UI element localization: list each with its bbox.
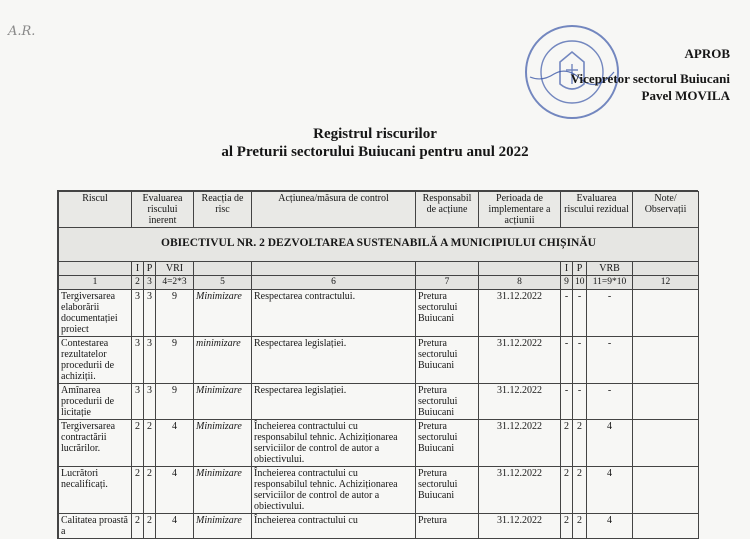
header-notes: Note/ Observații: [633, 192, 699, 228]
reaction-cell: Minimizare: [194, 290, 252, 337]
column-number: 2: [132, 276, 144, 290]
vrb-cell: -: [587, 384, 633, 420]
period-cell: 31.12.2022: [479, 514, 561, 539]
residual-i-cell: 2: [561, 467, 573, 514]
risk-rows: [59, 290, 699, 539]
column-number: 12: [633, 276, 699, 290]
responsible-cell: Pretura sectorului Buiucani: [416, 420, 479, 467]
responsible-cell: Pretura sectorului Buiucani: [416, 467, 479, 514]
column-numbers-row: [59, 276, 699, 290]
title-line-2: al Preturii sectorului Buiucani pentru anul 2022: [221, 144, 529, 160]
vri-cell: 9: [156, 384, 194, 420]
vrb-cell: 4: [587, 420, 633, 467]
header-action: Acțiunea/măsura de control: [252, 192, 416, 228]
inherent-p-cell: 2: [144, 420, 156, 467]
note-cell: [633, 290, 699, 337]
column-number: 1: [59, 276, 132, 290]
reaction-cell: Minimizare: [194, 420, 252, 467]
table-row: [59, 290, 699, 337]
inherent-p-cell: 2: [144, 514, 156, 539]
action-cell: Respectarea legislației.: [252, 384, 416, 420]
inherent-i-cell: 3: [132, 384, 144, 420]
residual-p-cell: -: [573, 290, 587, 337]
residual-i-cell: 2: [561, 514, 573, 539]
vri-cell: 4: [156, 420, 194, 467]
column-number: 11=9*10: [587, 276, 633, 290]
inherent-p-cell: 3: [144, 384, 156, 420]
title-line-1: Registrul riscurilor: [313, 126, 437, 142]
residual-i-cell: -: [561, 384, 573, 420]
inherent-i-cell: 3: [132, 290, 144, 337]
risk-register-table: [57, 190, 698, 539]
note-cell: [633, 337, 699, 384]
header-risk: Riscul: [59, 192, 132, 228]
period-cell: 31.12.2022: [479, 290, 561, 337]
residual-i-cell: 2: [561, 420, 573, 467]
inherent-i-cell: 3: [132, 337, 144, 384]
approval-block: [560, 45, 730, 104]
vri-cell: 4: [156, 467, 194, 514]
objective-row: OBIECTIVUL NR. 2 DEZVOLTAREA SUSTENABILĂ A MUNICIPIULUI CHIȘINĂU: [59, 228, 699, 262]
inherent-p-cell: 3: [144, 337, 156, 384]
note-cell: [633, 467, 699, 514]
residual-i-cell: -: [561, 337, 573, 384]
approval-name: Pavel MOVILA: [641, 88, 730, 103]
residual-p-cell: 2: [573, 420, 587, 467]
period-cell: 31.12.2022: [479, 420, 561, 467]
vri-cell: 9: [156, 290, 194, 337]
risk-cell: Lucrători necalificați.: [59, 467, 132, 514]
vri-cell: 4: [156, 514, 194, 539]
residual-p-cell: 2: [573, 514, 587, 539]
reaction-cell: Minimizare: [194, 384, 252, 420]
residual-i-cell: -: [561, 290, 573, 337]
table-row: [59, 420, 699, 467]
vrb-cell: 4: [587, 467, 633, 514]
sub-vrb: VRB: [587, 262, 633, 276]
header-inherent: Evaluarea riscului inerent: [132, 192, 194, 228]
sub-residual-i: I: [561, 262, 573, 276]
responsible-cell: Pretura sectorului Buiucani: [416, 290, 479, 337]
period-cell: 31.12.2022: [479, 384, 561, 420]
vrb-cell: 4: [587, 514, 633, 539]
vrb-cell: -: [587, 290, 633, 337]
risk-cell: Contestarea rezultatelor procedurii de achiziții.: [59, 337, 132, 384]
column-number: 10: [573, 276, 587, 290]
risk-cell: Tergiversarea contractării lucrărilor.: [59, 420, 132, 467]
column-number: 4=2*3: [156, 276, 194, 290]
inherent-i-cell: 2: [132, 420, 144, 467]
approval-label: APROB: [684, 46, 730, 61]
header-reaction: Reacția de risc: [194, 192, 252, 228]
responsible-cell: Pretura: [416, 514, 479, 539]
note-cell: [633, 384, 699, 420]
approval-role: Vicepretor sectorul Buiucani: [570, 71, 730, 86]
action-cell: Încheierea contractului cu responsabilul tehnic. Achiziționarea serviciilor de control de autor a obiectivului.: [252, 420, 416, 467]
risk-cell: Tergiversarea elaborării documentației proiect: [59, 290, 132, 337]
inherent-i-cell: 2: [132, 514, 144, 539]
vri-cell: 9: [156, 337, 194, 384]
action-cell: Încheierea contractului cu: [252, 514, 416, 539]
handwritten-note: A.R.: [8, 24, 36, 39]
table-row: [59, 467, 699, 514]
sub-p: P: [144, 262, 156, 276]
residual-p-cell: -: [573, 337, 587, 384]
inherent-p-cell: 3: [144, 290, 156, 337]
period-cell: 31.12.2022: [479, 467, 561, 514]
residual-p-cell: -: [573, 384, 587, 420]
table-row: [59, 514, 699, 539]
header-residual: Evaluarea riscului rezidual: [561, 192, 633, 228]
column-number: 5: [194, 276, 252, 290]
action-cell: Respectarea contractului.: [252, 290, 416, 337]
note-cell: [633, 514, 699, 539]
column-number: 8: [479, 276, 561, 290]
inherent-p-cell: 2: [144, 467, 156, 514]
table-row: [59, 384, 699, 420]
responsible-cell: Pretura sectorului Buiucani: [416, 337, 479, 384]
reaction-cell: Minimizare: [194, 514, 252, 539]
reaction-cell: minimizare: [194, 337, 252, 384]
inherent-i-cell: 2: [132, 467, 144, 514]
residual-p-cell: 2: [573, 467, 587, 514]
sub-i: I: [132, 262, 144, 276]
header-period: Perioada de implementare a acțiunii: [479, 192, 561, 228]
period-cell: 31.12.2022: [479, 337, 561, 384]
vrb-cell: -: [587, 337, 633, 384]
column-number: 7: [416, 276, 479, 290]
header-responsible: Responsabil de acțiune: [416, 192, 479, 228]
action-cell: Încheierea contractului cu responsabilul tehnic. Achiziționarea serviciilor de control de autor a obiectivului.: [252, 467, 416, 514]
column-number: 9: [561, 276, 573, 290]
risk-cell: Amînarea procedurii de licitație: [59, 384, 132, 420]
column-number: 6: [252, 276, 416, 290]
sub-residual-p: P: [573, 262, 587, 276]
risk-cell: Calitatea proastă a: [59, 514, 132, 539]
sub-vri: VRI: [156, 262, 194, 276]
column-number: 3: [144, 276, 156, 290]
document-title: [0, 125, 750, 161]
responsible-cell: Pretura sectorului Buiucani: [416, 384, 479, 420]
note-cell: [633, 420, 699, 467]
action-cell: Respectarea legislației.: [252, 337, 416, 384]
reaction-cell: Minimizare: [194, 467, 252, 514]
table-row: [59, 337, 699, 384]
